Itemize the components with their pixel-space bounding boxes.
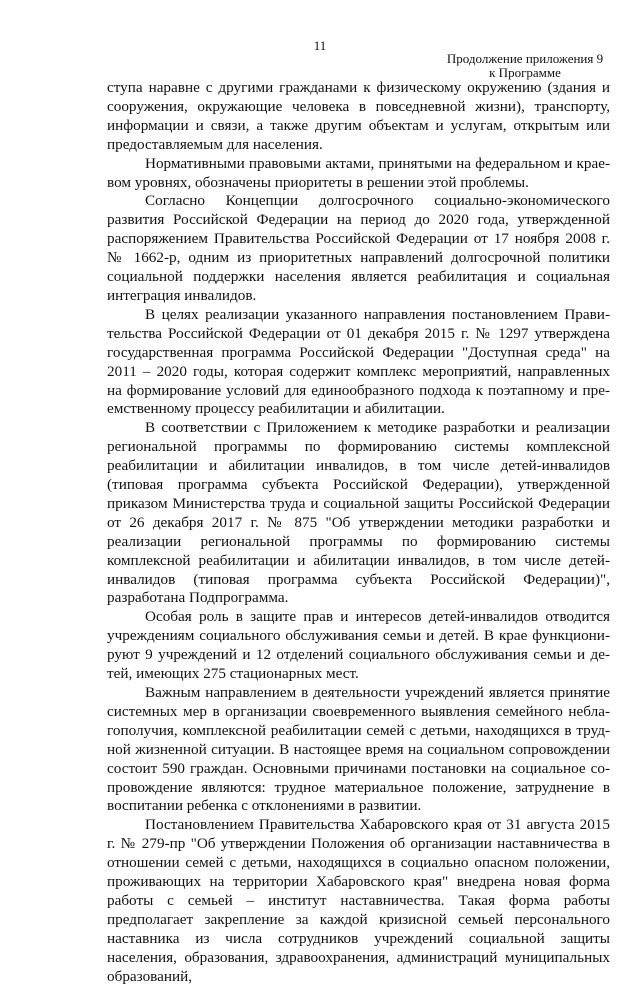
paragraph-6: Особая роль в защите прав и интересов детей-инвалидов отводится учреждениям социального обслуживания семьи и детей. В крае функционируют 9 учреждений и 12 отделений социального обслуживания семьи и детей, имеющих 275 стационарных мест. bbox=[107, 608, 610, 683]
paragraph-8: Постановлением Правительства Хабаровского края от 31 августа 2015 г. № 279-пр "Об утверждении Положения об организации наставничества в отношении семей с детьми, находящихся в социально опасном положении, проживающих на территории Хабаровского края" внедрена новая форма работы с семьей – институт наставничества. Такая форма работы предполагает закрепление за каждой кризисной семьей персонального наставника из числа сотрудников учреждений социальной защиты населения, образования, здравоохранения, администраций муниципальных образований, bbox=[107, 816, 610, 985]
document-body bbox=[107, 79, 610, 987]
paragraph-1: ступа наравне с другими гражданами к физическому окружению (здания и сооружения, окружающие человека в повседневной жизни), транспорту, информации и связи, а также другим объектам и услугам, открытым или предоставляемым для населения. bbox=[107, 79, 610, 153]
page-number: 11 bbox=[313, 38, 327, 53]
appendix-line-1: Продолжение приложения 9 bbox=[446, 51, 604, 66]
appendix-note bbox=[440, 52, 610, 80]
paragraph-2: Нормативными правовыми актами, принятыми на федеральном и краевом уровнях, обозначены приоритеты в решении этой проблемы. bbox=[107, 154, 610, 191]
appendix-line-2: к Программе bbox=[489, 65, 561, 80]
paragraph-3: Согласно Концепции долгосрочного социально-экономического развития Российской Федерации на период до 2020 года, утвержденной распоряжением Правительства Российской Федерации от 17 ноября 2008 г. № 1662-р, одним из приоритетных направлений долгосрочной политики социальной поддержки населения является реабилитация и социальная интеграция инвалидов. bbox=[107, 192, 610, 304]
paragraph-5: В соответствии с Приложением к методике разработки и реализации региональной программы по формированию системы комплексной реабилитации и абилитации инвалидов, в том числе детей-инвалидов (типовая программа субъекта Российской Федерации), утвержденной приказом Министерства труда и социальной защиты Российской Федерации от 26 декабря 2017 г. № 875 "Об утверждении методики разработки и реализации региональной программы по формированию системы комплексной реабилитации и абилитации инвалидов, в том числе детей-инвалидов (типовая программа субъекта Российской Федерации)", разработана Подпрограмма. bbox=[107, 419, 610, 607]
paragraph-4: В целях реализации указанного направления постановлением Правительства Российской Федерации от 01 декабря 2015 г. № 1297 утверждена государственная программа Российской Федерации "Доступная среда" на 2011 – 2020 годы, которая содержит комплекс мероприятий, направленных на формирование условий для единообразного подхода к поэтапному и преемственному процессу реабилитации и абилитации. bbox=[107, 305, 610, 418]
paragraph-7: Важным направлением в деятельности учреждений является принятие системных мер в организации своевременного выявления семейного неблагополучия, комплексной реабилитации семей с детьми, находящихся в трудной жизненной ситуации. В настоящее время на социальном сопровождении состоит 590 граждан. Основными причинами постановки на социальное сопровождение являются: трудное материальное положение, затруднение в воспитании ребенка с отклонениями в развитии. bbox=[107, 684, 610, 815]
